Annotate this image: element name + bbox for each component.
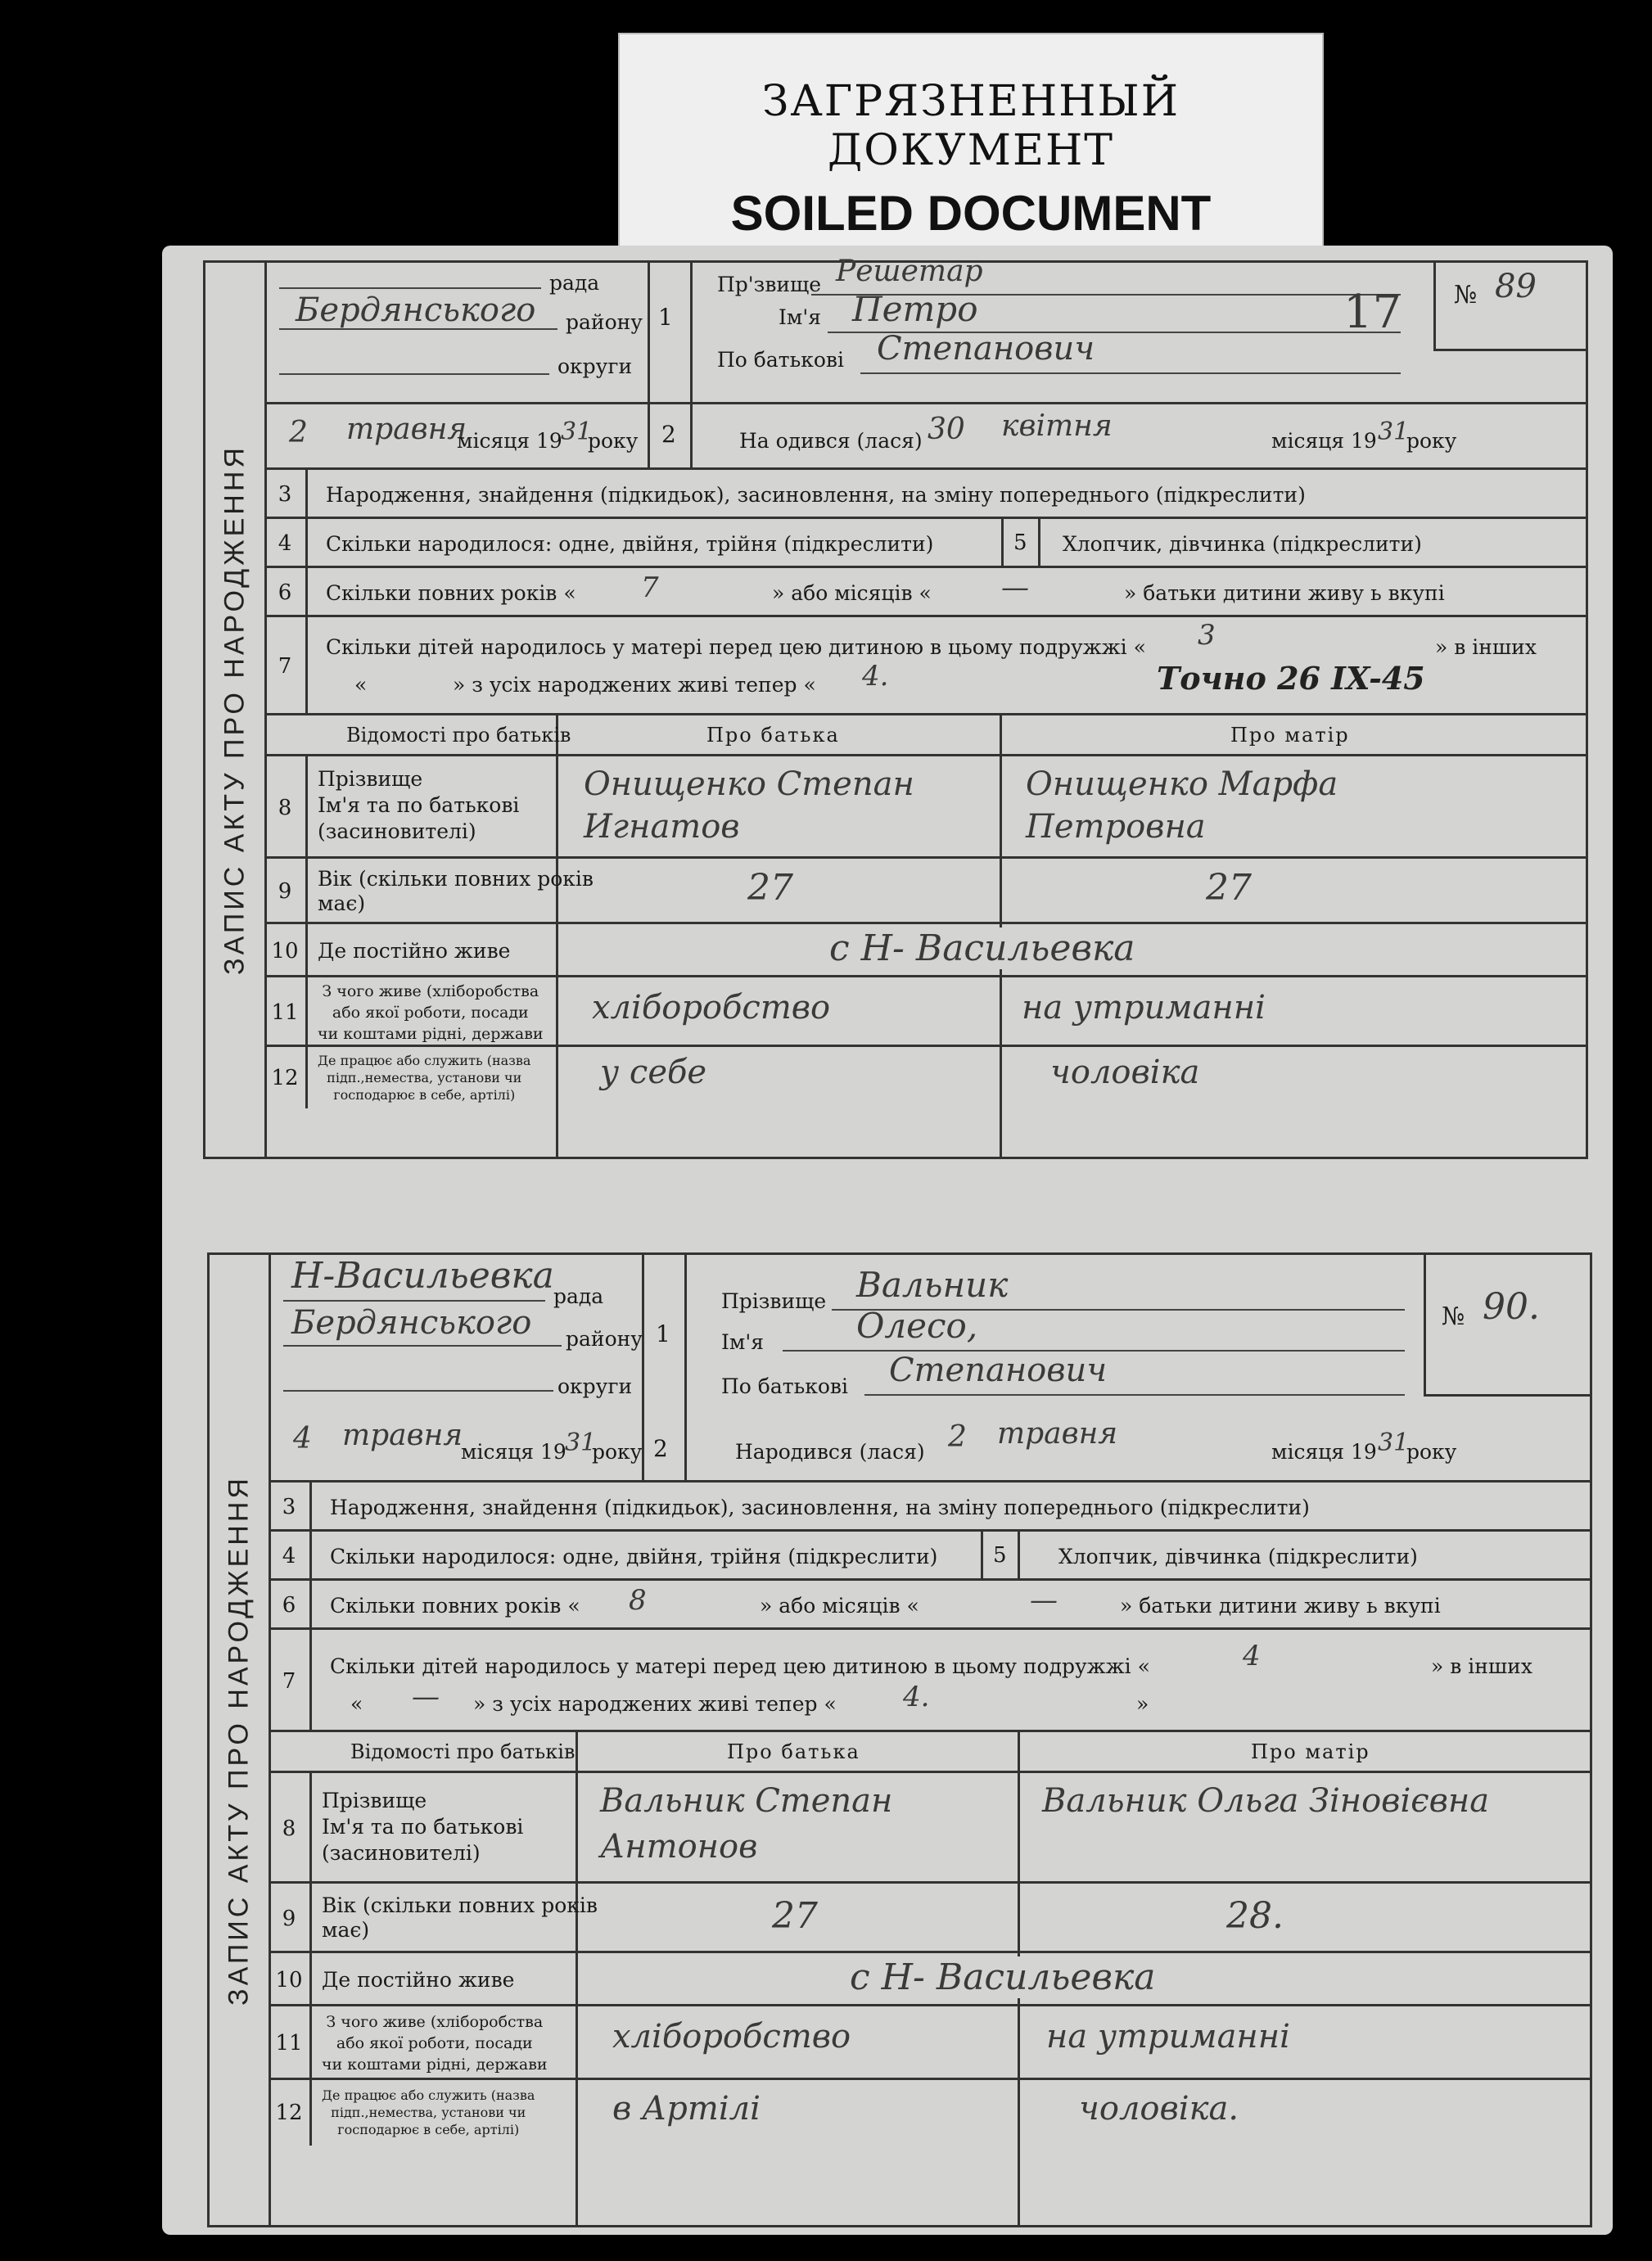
label-en: SOILED DOCUMENT	[730, 186, 1212, 241]
label-ru: ЗАГРЯЗНЕННЫЙ ДОКУМЕНТ	[761, 77, 1180, 175]
residence-2: с Н- Васильевка	[842, 1956, 1164, 1998]
birth-record-2: ЗАПИС АКТУ ПРО НАРОДЖЕННЯ Н-Васильевка рада Бердянського району округи 1 Прізвище Вальник Ім'я Олесо, По батькові Степанович № 90. 4 травня місяця 19 31 року 2 Народився (лася) 2 травня місяця 19 31 року 3 Народження, знайдення (підкидьок), засиновлення, на зміну попереднього (підкреслити) 4 Скільки народилося: одне, двійня, трійня (підкреслити) 5 Хлопчик, дівчинка (підкреслити) 6 Скільки повних років « 8 » або місяців « — » батьки дитини живу ь вкупі 7 Скільки дітей народилось у матері перед цею дитиною в цьому подружжі « 4 » в інших « — » з усіх народжених живі тепер « 4. » Відомості про батьків Про батька Про матір 8 Прізвище Ім'я та по батькові (засиновителі) Вальник Степан Антонов Вальник Ольга Зіновієвна 9 Вік (скільки повних років має) 27 28. 10 Де постійно живе с Н- Васильевка 11 З чого живе (хліборобства або якої роботи, посади чи коштами рідні, держави хліборобство на утриманні 12 Де працює або служить (назва підп.,немества, установи чи господарює в себе, артілі) в Артілі чоловіка.	[207, 1252, 1592, 2227]
child-surname-2: Вальник	[856, 1265, 1009, 1305]
child-patronymic-2: Степанович	[889, 1352, 1108, 1389]
residence: с Н- Васильевка	[821, 927, 1144, 969]
record-number: 89	[1495, 268, 1537, 305]
birth-record-1: ЗАПИС АКТУ ПРО НАРОДЖЕННЯ рада Бердянського району округи 1 Пр'звище Решетар Ім'я Петро 17 По батькові Степанович № 89 2 2 травня місяця 19 31 року На одився (лася) 30 квітня місяця 19 31 року 3 Народження, знайдення (підкидьок), засиновлення, на зміну попереднього (підкреслити) 4 Скільки народилося: одне, двійня, трійня (підкреслити) 5 Хлопчик, дівчинка (підкреслити) 6 Скільки повних років « 7 » або місяців « — » батьки дитини живу ь вкупі 7 Скільки дітей народилось у матері перед цею дитиною в цьому подружжі « 3 » в інших « » з усіх народжених живі тепер « 4. Точно 26 IX-45 Відомості про батьків Про батька Про матір 8 Прізвище Ім'я та по батькові (засиновителі) Онищенко Степан Игнатов Онищенко Марфа Петровна 9 Вік (скільки повних років має) 27 27 10 Де постійно живе с Н- Васильевка 11 З чого живе (хліборобства або якої роботи, посади чи коштами рідні, держави хліборобство на утриманні 12 Де працює або служить (назва підп.,немества, установи чи господарює в себе, артілі) у себе чоловіка	[203, 260, 1588, 1159]
side-title-1: ЗАПИС АКТУ ПРО НАРОДЖЕННЯ	[205, 263, 267, 1157]
side-title-2: ЗАПИС АКТУ ПРО НАРОДЖЕННЯ	[210, 1255, 271, 2225]
rada-value: Н-Васильевка	[291, 1255, 554, 1297]
record-number-2: 90.	[1483, 1286, 1540, 1328]
child-patronymic: Степанович	[877, 330, 1095, 368]
child-surname: Решетар	[836, 255, 983, 288]
child-name: Петро	[852, 289, 978, 329]
later-annotation: Точно 26 IX-45	[1157, 660, 1425, 697]
rayon-value: Бердянського	[296, 291, 536, 329]
register-mark: 17	[1343, 286, 1402, 339]
soiled-document-label	[618, 33, 1324, 258]
document-page	[162, 246, 1613, 2235]
child-name-2: Олесо,	[856, 1306, 978, 1346]
